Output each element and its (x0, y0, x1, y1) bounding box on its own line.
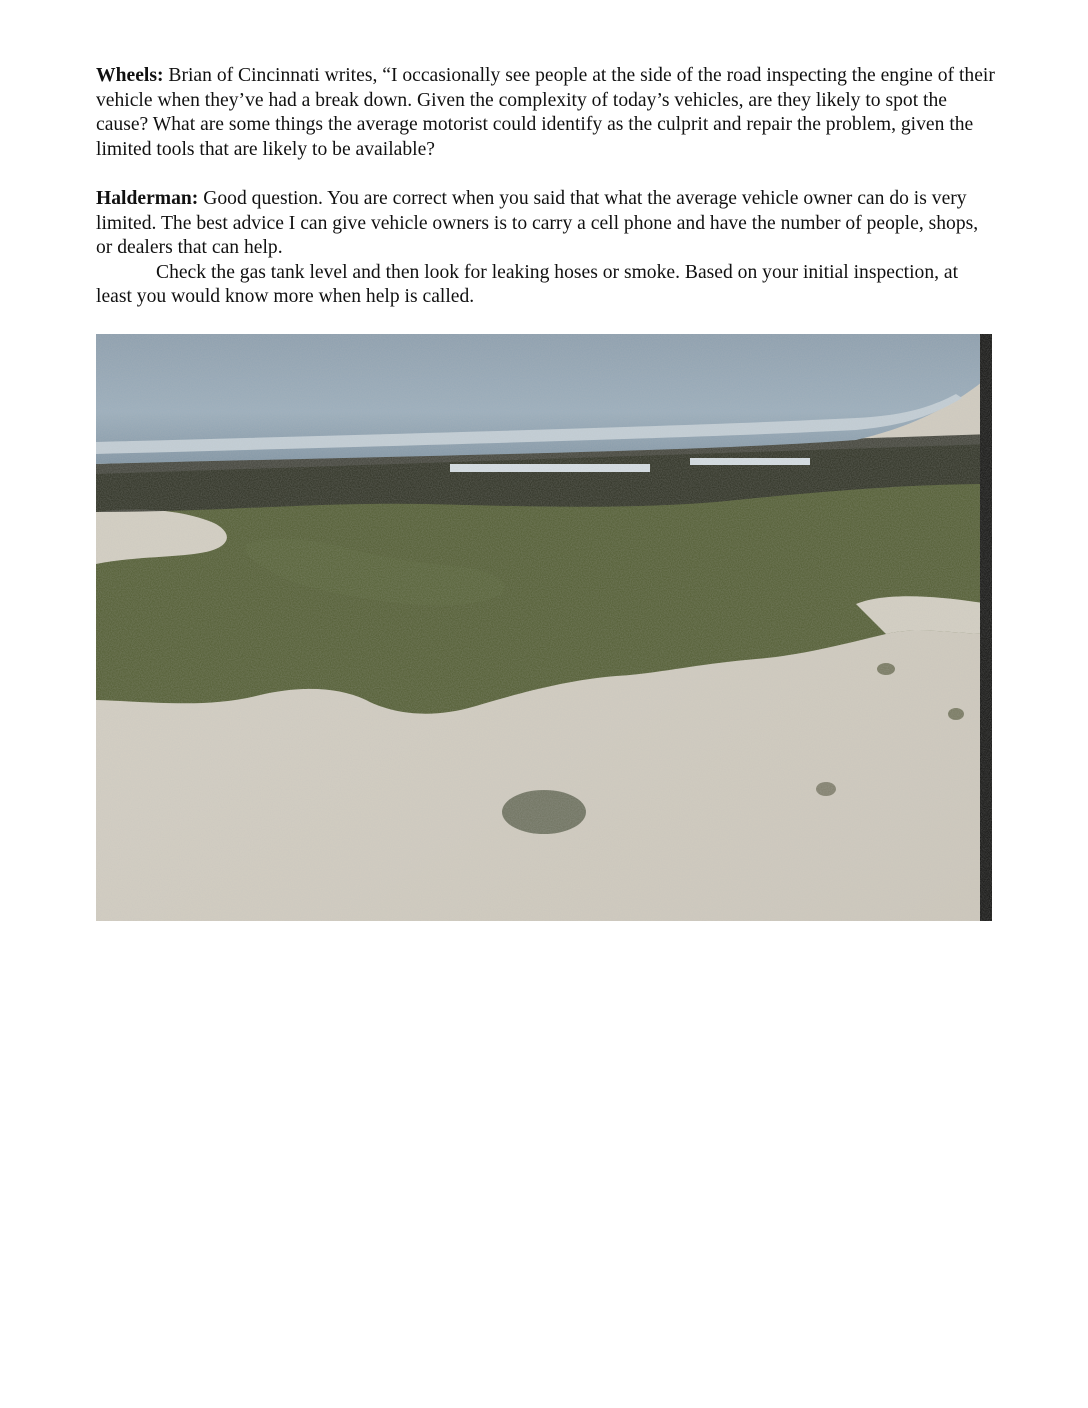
film-grain (96, 334, 992, 921)
article-body (96, 64, 996, 310)
answer-label: Halderman: (96, 187, 199, 209)
question-paragraph (96, 64, 996, 162)
fluid-leak-photo (96, 334, 992, 921)
answer-paragraph (96, 187, 996, 261)
answer-text: Good question. You are correct when you said that what the average vehicle owner can do is very limited. The best advice I can give vehicle owners is to carry a cell phone and have the number of people, shops, or dealers that can help. (96, 187, 979, 259)
answer-paragraph-2: Check the gas tank level and then look for leaking hoses or smoke. Based on your initial inspection, at least you would know more when help is called. (96, 261, 959, 308)
question-label: Wheels: (96, 65, 164, 86)
question-text: Brian of Cincinnati writes, “I occasionally see people at the side of the road inspecting the engine of their vehicle when they’ve had a break down. Given the complexity of today’s vehicles, are they likely to spot the cause? What are some things the average motorist could identify as the culprit and repair the problem, given the limited tools that are likely to be available? (96, 65, 995, 160)
paragraph-gap (96, 162, 996, 187)
